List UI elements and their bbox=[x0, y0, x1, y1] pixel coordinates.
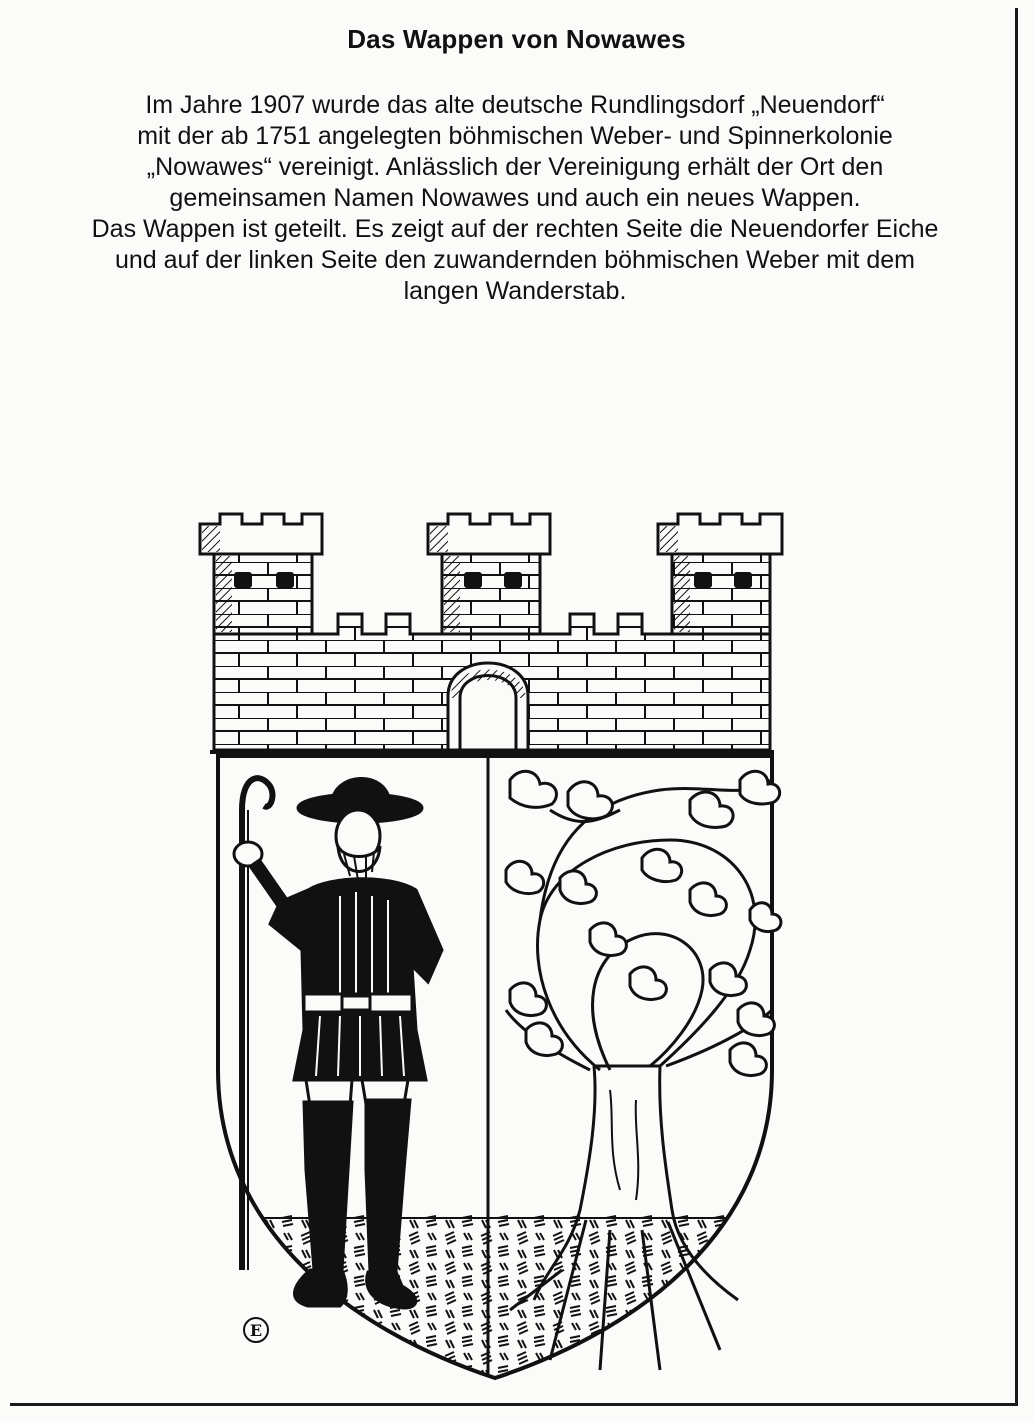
castle-crown bbox=[200, 514, 782, 752]
paragraph-line: Das Wappen ist geteilt. Es zeigt auf der rechten Seite die Neuendorfer Eiche bbox=[91, 215, 939, 243]
paragraph-line: „Nowawes“ vereinigt. Anlässlich der Vereinigung erhält der Ort den bbox=[146, 153, 884, 181]
page-title: Das Wappen von Nowawes bbox=[347, 24, 686, 54]
paragraph-line: gemeinsamen Namen Nowawes und auch ein neues Wappen. bbox=[169, 184, 861, 212]
description-paragraph bbox=[10, 90, 1020, 307]
coat-of-arms-emblem bbox=[190, 510, 800, 1390]
paragraph-line: mit der ab 1751 angelegten böhmischen Weber- und Spinnerkolonie bbox=[137, 122, 893, 150]
paragraph-line: langen Wanderstab. bbox=[403, 277, 627, 305]
artist-mark-text: E bbox=[249, 1321, 263, 1340]
paragraph-line: und auf der linken Seite den zuwandernden böhmischen Weber mit dem bbox=[114, 246, 916, 274]
artist-monogram bbox=[244, 1318, 268, 1342]
paragraph-line: Im Jahre 1907 wurde das alte deutsche Rundlingsdorf „Neuendorf“ bbox=[145, 91, 885, 119]
